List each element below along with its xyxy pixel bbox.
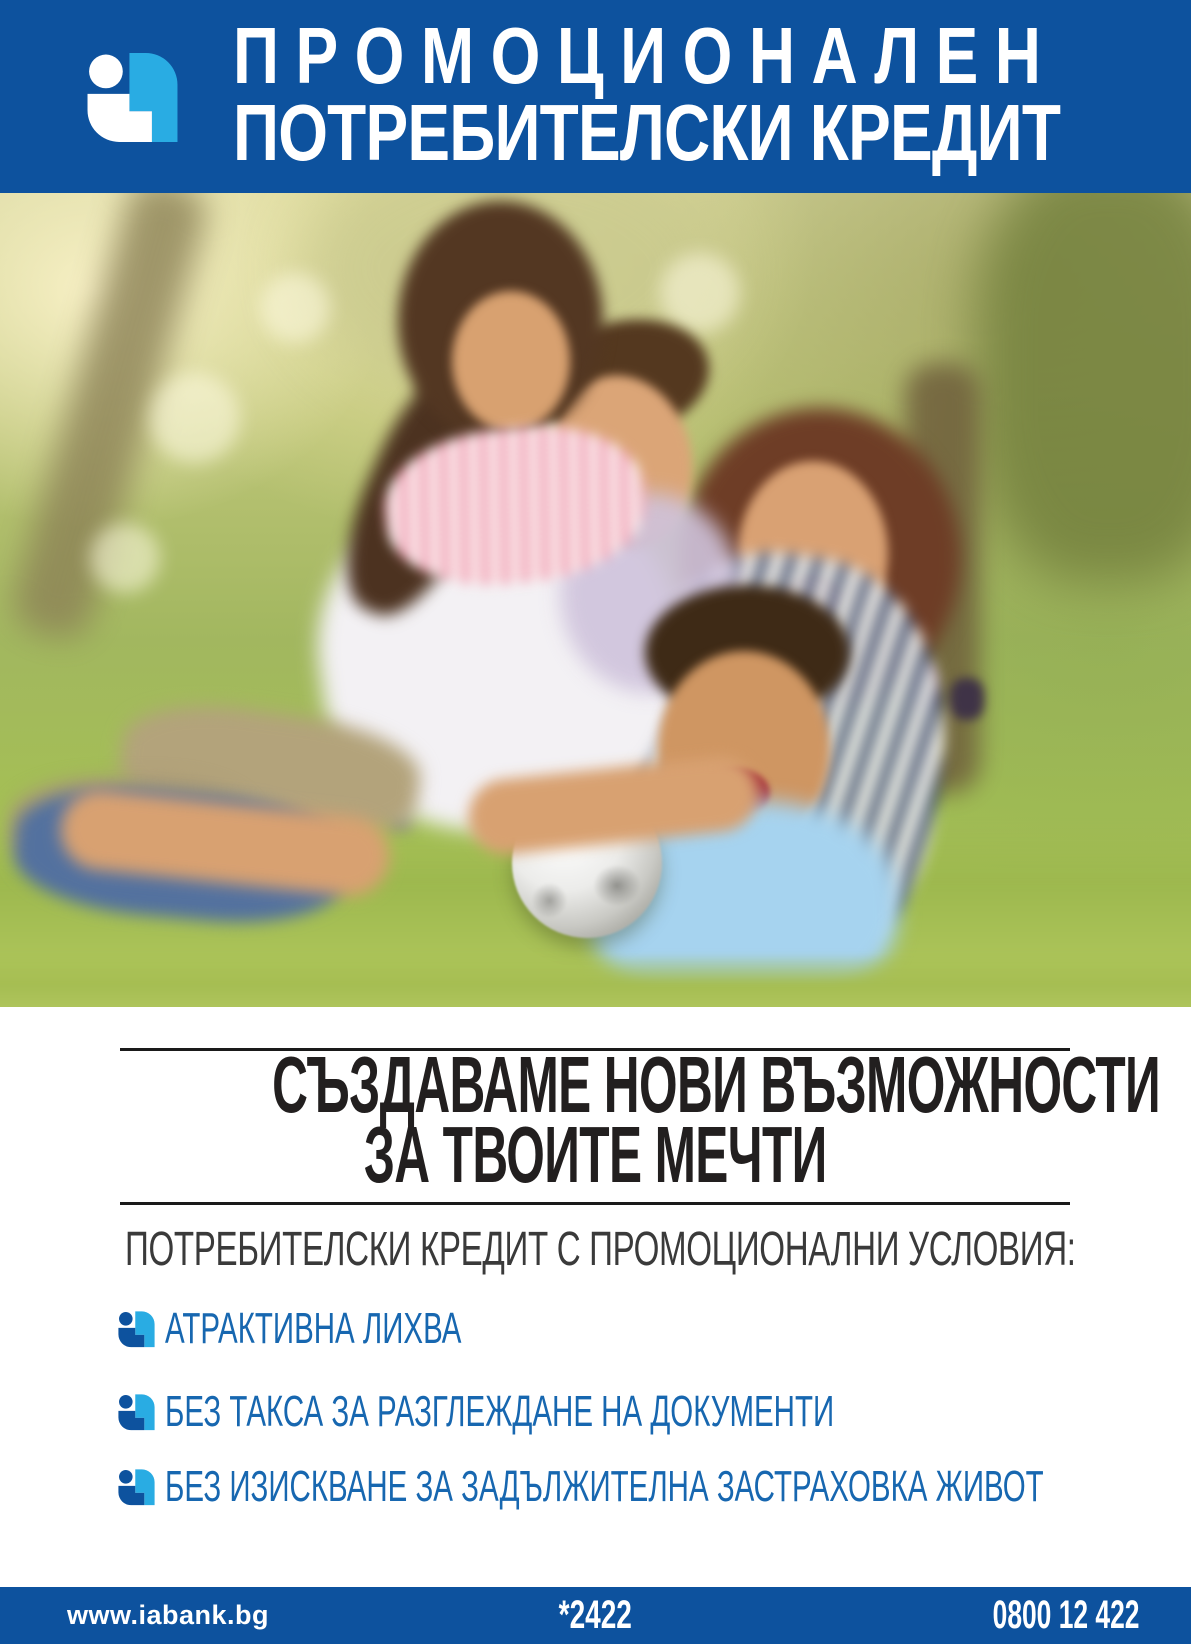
bullet-item xyxy=(118,1304,1118,1353)
photo-bokeh xyxy=(660,253,740,333)
bullet-label: БЕЗ ТАКСА ЗА РАЗГЛЕЖДАНЕ НА ДОКУМЕНТИ xyxy=(165,1387,835,1436)
header-title xyxy=(233,0,1061,193)
headline-line-1: СЪЗДАВАМЕ НОВИ ВЪЗМОЖНОСТИ xyxy=(272,1040,1161,1129)
bullet-item xyxy=(118,1387,1118,1436)
divider-bottom xyxy=(120,1202,1070,1205)
footer-bar xyxy=(0,1587,1191,1644)
photo-distant-person xyxy=(950,678,984,720)
bank-logo-bullet-icon xyxy=(118,1394,155,1431)
header-title-line-2: ПОТРЕБИТЕЛСКИ КРЕДИТ xyxy=(233,88,1061,177)
photo-daughter-face xyxy=(452,291,570,431)
family-photo xyxy=(0,193,1191,1007)
headline-line-2: ЗА ТВОИТЕ МЕЧТИ xyxy=(364,1110,827,1199)
header-bar xyxy=(0,0,1191,193)
bullet-label: АТРАКТИВНА ЛИХВА xyxy=(165,1304,462,1353)
bullet-label: БЕЗ ИЗИСКВАНЕ ЗА ЗАДЪЛЖИТЕЛНА ЗАСТРАХОВКА ЖИВОТ xyxy=(165,1462,1044,1511)
footer-phone-number: 0800 12 422 xyxy=(992,1593,1139,1637)
bank-logo-icon xyxy=(85,52,180,144)
photo-foliage xyxy=(975,193,1191,583)
bullet-item xyxy=(118,1462,1118,1511)
photo-bokeh xyxy=(90,523,160,593)
footer-website-link[interactable]: www.iabank.bg xyxy=(67,1600,270,1630)
bank-logo-bullet-icon xyxy=(118,1469,155,1506)
photo-bokeh xyxy=(150,373,240,463)
photo-bokeh xyxy=(260,273,330,343)
subheading: ПОТРЕБИТЕЛСКИ КРЕДИТ С ПРОМОЦИОНАЛНИ УСЛОВИЯ: xyxy=(125,1223,1076,1276)
footer-short-number: *2422 xyxy=(558,1593,633,1637)
header-title-line-1: П Р О М О Ц И О Н А Л Е Н xyxy=(233,11,1041,100)
bank-logo-bullet-icon xyxy=(118,1311,155,1348)
photo-grass-foreground xyxy=(0,953,1191,1007)
